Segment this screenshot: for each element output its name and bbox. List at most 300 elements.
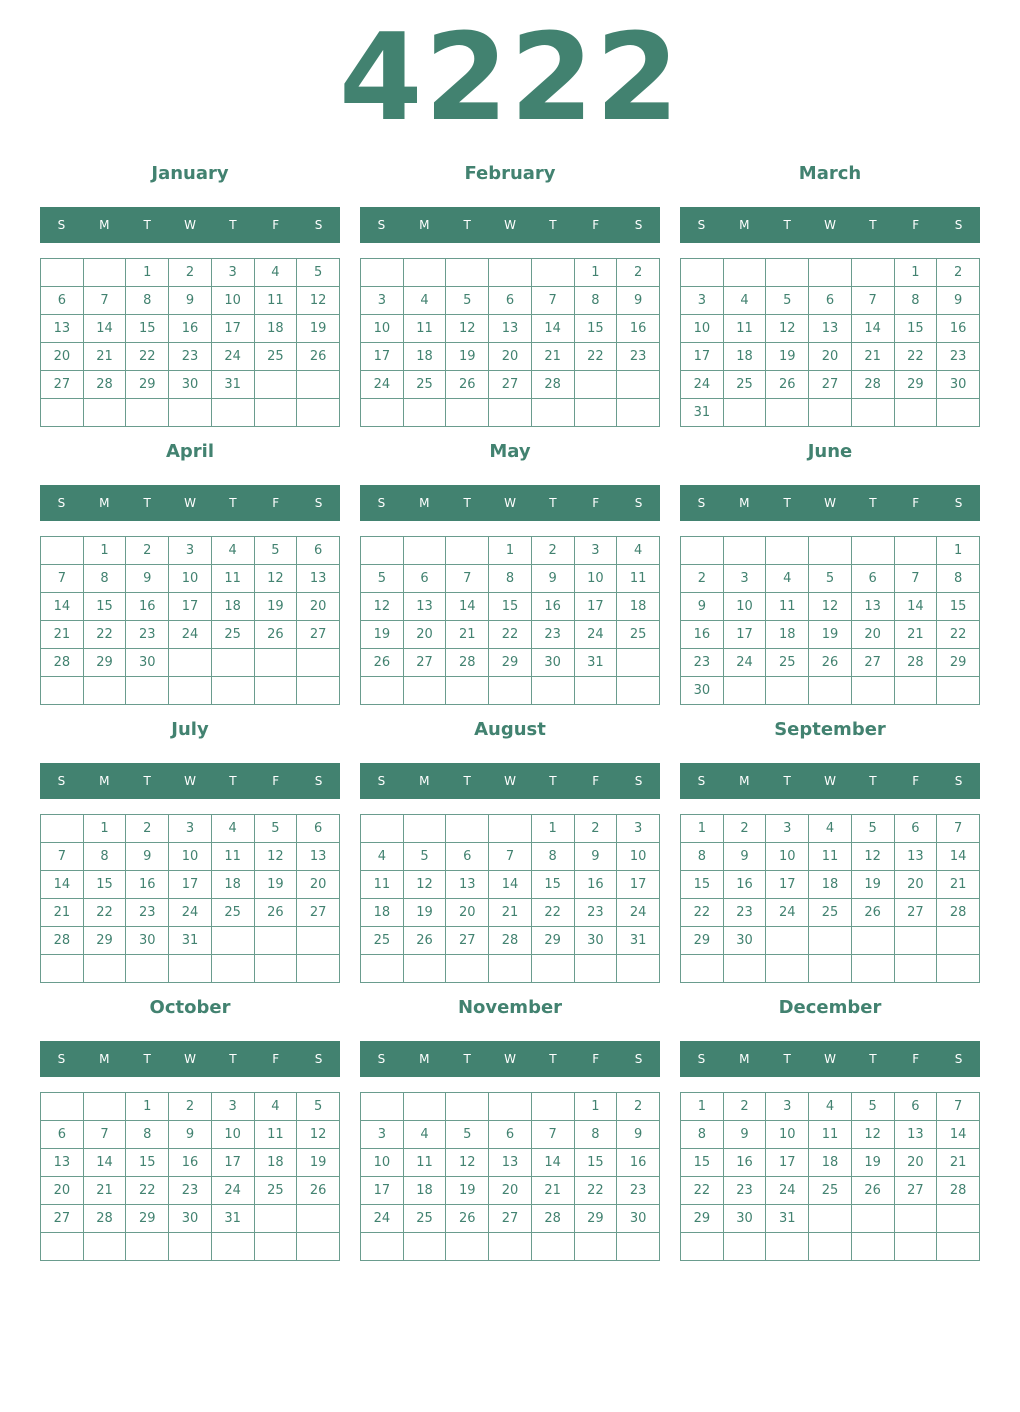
- day-cell: 12: [403, 871, 446, 899]
- weekday-label: T: [143, 496, 151, 510]
- day-cell: 18: [211, 871, 254, 899]
- day-cell: 10: [169, 843, 212, 871]
- day-cell: 30: [574, 927, 617, 955]
- day-cell: 26: [403, 927, 446, 955]
- empty-day-cell: [851, 259, 894, 287]
- weekday-label: F: [912, 1052, 920, 1066]
- day-cell: 5: [254, 537, 297, 565]
- day-cell: 19: [254, 871, 297, 899]
- week-row: [41, 1177, 340, 1205]
- day-cell: 16: [126, 593, 169, 621]
- day-cell: 11: [809, 843, 852, 871]
- weekday-label: S: [314, 218, 323, 232]
- day-cell: 7: [894, 565, 937, 593]
- day-cell: 15: [489, 593, 532, 621]
- month-june: [680, 435, 980, 698]
- day-cell: 19: [809, 621, 852, 649]
- empty-day-cell: [446, 955, 489, 983]
- week-row: [361, 621, 660, 649]
- day-cell: 16: [617, 1149, 660, 1177]
- day-cell: 17: [681, 343, 724, 371]
- day-cell: 21: [851, 343, 894, 371]
- day-cell: 2: [169, 1093, 212, 1121]
- day-cell: 12: [851, 843, 894, 871]
- weekday-label: M: [419, 218, 430, 232]
- empty-day-cell: [617, 1233, 660, 1261]
- weekday-label: S: [57, 774, 66, 788]
- day-cell: 24: [681, 371, 724, 399]
- day-cell: 26: [446, 371, 489, 399]
- empty-day-cell: [894, 927, 937, 955]
- day-cell: 24: [211, 343, 254, 371]
- empty-day-cell: [254, 677, 297, 705]
- weekday-label: F: [912, 774, 920, 788]
- weekday-label: S: [697, 496, 706, 510]
- weekday-label: W: [184, 774, 196, 788]
- day-cell: 19: [361, 621, 404, 649]
- day-cell: 13: [297, 843, 340, 871]
- empty-day-cell: [403, 1093, 446, 1121]
- month-name: October: [149, 997, 231, 1018]
- day-cell: 8: [937, 565, 980, 593]
- day-cell: 4: [254, 259, 297, 287]
- empty-day-cell: [126, 677, 169, 705]
- weekday-label: T: [463, 496, 471, 510]
- week-row: [41, 1093, 340, 1121]
- day-cell: 11: [254, 1121, 297, 1149]
- week-row: [681, 537, 980, 565]
- week-row: [41, 1205, 340, 1233]
- week-row: [361, 927, 660, 955]
- week-row: [41, 565, 340, 593]
- day-cell: 25: [766, 649, 809, 677]
- weekday-label: F: [592, 774, 600, 788]
- weekday-label: S: [377, 774, 386, 788]
- month-name: March: [798, 163, 862, 184]
- empty-day-cell: [894, 537, 937, 565]
- week-row: [681, 371, 980, 399]
- empty-day-cell: [489, 677, 532, 705]
- day-cell: 1: [894, 259, 937, 287]
- day-cell: 14: [531, 315, 574, 343]
- week-row: [361, 537, 660, 565]
- day-cell: 26: [446, 1205, 489, 1233]
- day-cell: 9: [681, 593, 724, 621]
- day-cell: 6: [41, 1121, 84, 1149]
- day-cell: 24: [361, 1205, 404, 1233]
- day-cell: 5: [403, 843, 446, 871]
- day-cell: 18: [403, 1177, 446, 1205]
- day-cell: 27: [403, 649, 446, 677]
- day-cell: 16: [126, 871, 169, 899]
- empty-day-cell: [681, 1233, 724, 1261]
- week-row: [41, 955, 340, 983]
- day-cell: 31: [211, 371, 254, 399]
- day-cell: 25: [211, 899, 254, 927]
- empty-day-cell: [531, 1093, 574, 1121]
- empty-day-cell: [41, 677, 84, 705]
- day-cell: 15: [681, 1149, 724, 1177]
- day-cell: 11: [211, 565, 254, 593]
- week-row: [41, 315, 340, 343]
- day-cell: 2: [126, 537, 169, 565]
- empty-day-cell: [851, 399, 894, 427]
- weekday-label: T: [143, 218, 151, 232]
- empty-day-cell: [681, 537, 724, 565]
- day-cell: 18: [617, 593, 660, 621]
- week-row: [681, 843, 980, 871]
- day-cell: 4: [403, 287, 446, 315]
- empty-day-cell: [681, 955, 724, 983]
- month-name: July: [171, 719, 209, 740]
- empty-day-cell: [574, 399, 617, 427]
- weekday-label: W: [504, 774, 516, 788]
- day-cell: 10: [574, 565, 617, 593]
- week-row: [361, 677, 660, 705]
- weekday-header: [40, 1041, 340, 1077]
- day-cell: 9: [126, 565, 169, 593]
- day-cell: 20: [894, 871, 937, 899]
- day-cell: 24: [723, 649, 766, 677]
- weekday-label: F: [592, 496, 600, 510]
- month-october: [40, 991, 340, 1226]
- day-cell: 7: [531, 287, 574, 315]
- day-cell: 18: [766, 621, 809, 649]
- weekday-label: T: [783, 1052, 791, 1066]
- weekday-label: S: [314, 496, 323, 510]
- day-cell: 29: [126, 1205, 169, 1233]
- day-cell: 19: [297, 315, 340, 343]
- weekday-label: W: [824, 218, 836, 232]
- day-cell: 9: [723, 1121, 766, 1149]
- week-row: [681, 1149, 980, 1177]
- week-row: [681, 927, 980, 955]
- weekday-label: T: [869, 218, 877, 232]
- weekday-header: [40, 485, 340, 521]
- week-row: [41, 1233, 340, 1261]
- day-cell: 20: [489, 1177, 532, 1205]
- day-cell: 6: [489, 287, 532, 315]
- week-row: [41, 343, 340, 371]
- week-row: [41, 927, 340, 955]
- day-cell: 31: [574, 649, 617, 677]
- day-cell: 25: [254, 343, 297, 371]
- empty-day-cell: [211, 955, 254, 983]
- weekday-label: S: [697, 774, 706, 788]
- day-cell: 9: [937, 287, 980, 315]
- day-cell: 6: [446, 843, 489, 871]
- day-cell: 23: [574, 899, 617, 927]
- day-cell: 16: [723, 871, 766, 899]
- day-cell: 27: [297, 621, 340, 649]
- day-cell: 29: [489, 649, 532, 677]
- weekday-label: F: [272, 496, 280, 510]
- day-cell: 4: [809, 815, 852, 843]
- weekday-label: S: [57, 218, 66, 232]
- day-cell: 3: [361, 287, 404, 315]
- day-cell: 11: [809, 1121, 852, 1149]
- day-cell: 4: [403, 1121, 446, 1149]
- day-cell: 20: [851, 621, 894, 649]
- day-cell: 28: [937, 1177, 980, 1205]
- day-cell: 11: [403, 315, 446, 343]
- empty-day-cell: [723, 259, 766, 287]
- empty-day-cell: [766, 259, 809, 287]
- day-cell: 31: [169, 927, 212, 955]
- day-cell: 26: [254, 621, 297, 649]
- empty-day-cell: [169, 649, 212, 677]
- weekday-header: [680, 763, 980, 799]
- empty-day-cell: [211, 1233, 254, 1261]
- day-grid: [40, 258, 340, 427]
- empty-day-cell: [574, 371, 617, 399]
- day-cell: 25: [254, 1177, 297, 1205]
- weekday-label: F: [272, 774, 280, 788]
- day-cell: 22: [681, 1177, 724, 1205]
- day-cell: 19: [446, 1177, 489, 1205]
- day-cell: 15: [83, 871, 126, 899]
- day-cell: 28: [446, 649, 489, 677]
- day-cell: 11: [766, 593, 809, 621]
- day-cell: 22: [489, 621, 532, 649]
- empty-day-cell: [851, 1233, 894, 1261]
- day-cell: 14: [851, 315, 894, 343]
- day-cell: 3: [169, 537, 212, 565]
- day-cell: 9: [617, 1121, 660, 1149]
- week-row: [681, 343, 980, 371]
- empty-day-cell: [83, 259, 126, 287]
- day-cell: 13: [297, 565, 340, 593]
- day-cell: 23: [681, 649, 724, 677]
- day-cell: 5: [297, 1093, 340, 1121]
- empty-day-cell: [169, 399, 212, 427]
- day-cell: 1: [83, 815, 126, 843]
- day-cell: 17: [211, 315, 254, 343]
- day-cell: 23: [617, 343, 660, 371]
- day-cell: 4: [766, 565, 809, 593]
- day-cell: 29: [126, 371, 169, 399]
- day-cell: 7: [937, 1093, 980, 1121]
- empty-day-cell: [297, 677, 340, 705]
- day-cell: 20: [297, 871, 340, 899]
- weekday-label: S: [697, 218, 706, 232]
- empty-day-cell: [531, 1233, 574, 1261]
- empty-day-cell: [617, 677, 660, 705]
- day-cell: 15: [574, 315, 617, 343]
- day-cell: 16: [169, 315, 212, 343]
- day-cell: 28: [531, 1205, 574, 1233]
- day-cell: 11: [361, 871, 404, 899]
- month-name: April: [165, 441, 215, 462]
- month-name: August: [474, 719, 546, 740]
- weekday-label: S: [377, 496, 386, 510]
- day-cell: 31: [211, 1205, 254, 1233]
- empty-day-cell: [446, 259, 489, 287]
- week-row: [681, 871, 980, 899]
- weekday-label: T: [229, 1052, 237, 1066]
- week-row: [681, 399, 980, 427]
- day-cell: 10: [617, 843, 660, 871]
- empty-day-cell: [403, 259, 446, 287]
- empty-day-cell: [254, 1233, 297, 1261]
- week-row: [361, 1233, 660, 1261]
- empty-day-cell: [446, 399, 489, 427]
- day-cell: 5: [446, 287, 489, 315]
- day-grid: [360, 1092, 660, 1261]
- day-cell: 10: [361, 1149, 404, 1177]
- empty-day-cell: [83, 955, 126, 983]
- empty-day-cell: [446, 1233, 489, 1261]
- day-cell: 25: [211, 621, 254, 649]
- day-cell: 23: [723, 899, 766, 927]
- day-cell: 11: [617, 565, 660, 593]
- empty-day-cell: [766, 927, 809, 955]
- day-cell: 14: [489, 871, 532, 899]
- day-cell: 29: [83, 649, 126, 677]
- day-cell: 29: [83, 927, 126, 955]
- day-cell: 20: [403, 621, 446, 649]
- empty-day-cell: [809, 955, 852, 983]
- weekday-header: [360, 485, 660, 521]
- weekday-label: T: [143, 774, 151, 788]
- weekday-header: [680, 1041, 980, 1077]
- empty-day-cell: [617, 399, 660, 427]
- weekday-label: S: [314, 1052, 323, 1066]
- day-cell: 27: [489, 1205, 532, 1233]
- day-cell: 10: [169, 565, 212, 593]
- day-cell: 19: [851, 871, 894, 899]
- weekday-header: [40, 207, 340, 243]
- day-cell: 15: [681, 871, 724, 899]
- week-row: [41, 815, 340, 843]
- day-cell: 19: [446, 343, 489, 371]
- day-cell: 21: [531, 343, 574, 371]
- day-cell: 3: [681, 287, 724, 315]
- day-cell: 14: [83, 315, 126, 343]
- day-cell: 25: [809, 1177, 852, 1205]
- day-cell: 2: [723, 1093, 766, 1121]
- day-cell: 6: [297, 537, 340, 565]
- day-cell: 17: [723, 621, 766, 649]
- day-cell: 17: [169, 871, 212, 899]
- day-cell: 6: [403, 565, 446, 593]
- day-cell: 18: [809, 871, 852, 899]
- empty-day-cell: [41, 1233, 84, 1261]
- day-cell: 13: [894, 843, 937, 871]
- day-cell: 6: [894, 815, 937, 843]
- month-september: [680, 713, 980, 948]
- day-cell: 18: [403, 343, 446, 371]
- day-cell: 12: [297, 287, 340, 315]
- week-row: [41, 537, 340, 565]
- empty-day-cell: [809, 677, 852, 705]
- day-cell: 10: [681, 315, 724, 343]
- weekday-label: M: [419, 774, 430, 788]
- day-cell: 2: [169, 259, 212, 287]
- week-row: [41, 259, 340, 287]
- day-cell: 2: [681, 565, 724, 593]
- weekday-label: M: [419, 496, 430, 510]
- day-cell: 22: [937, 621, 980, 649]
- day-cell: 9: [126, 843, 169, 871]
- day-cell: 8: [681, 1121, 724, 1149]
- day-cell: 29: [681, 1205, 724, 1233]
- empty-day-cell: [809, 259, 852, 287]
- day-cell: 9: [531, 565, 574, 593]
- empty-day-cell: [83, 399, 126, 427]
- empty-day-cell: [723, 677, 766, 705]
- day-cell: 5: [851, 1093, 894, 1121]
- day-cell: 12: [446, 1149, 489, 1177]
- month-may: [360, 435, 660, 670]
- day-cell: 7: [41, 843, 84, 871]
- empty-day-cell: [297, 1233, 340, 1261]
- day-cell: 16: [723, 1149, 766, 1177]
- day-cell: 4: [809, 1093, 852, 1121]
- day-cell: 28: [41, 649, 84, 677]
- day-cell: 4: [361, 843, 404, 871]
- empty-day-cell: [126, 955, 169, 983]
- empty-day-cell: [766, 677, 809, 705]
- weekday-label: T: [869, 1052, 877, 1066]
- empty-day-cell: [531, 677, 574, 705]
- day-cell: 30: [169, 1205, 212, 1233]
- day-cell: 26: [297, 1177, 340, 1205]
- day-cell: 2: [126, 815, 169, 843]
- month-name: September: [774, 719, 886, 740]
- day-cell: 12: [297, 1121, 340, 1149]
- day-cell: 16: [617, 315, 660, 343]
- empty-day-cell: [809, 1205, 852, 1233]
- day-cell: 22: [83, 899, 126, 927]
- empty-day-cell: [254, 649, 297, 677]
- day-cell: 30: [723, 1205, 766, 1233]
- day-cell: 18: [254, 315, 297, 343]
- empty-day-cell: [766, 399, 809, 427]
- day-cell: 22: [681, 899, 724, 927]
- month-november: [360, 991, 660, 1226]
- day-grid: [40, 1092, 340, 1261]
- week-row: [361, 1093, 660, 1121]
- day-cell: 16: [169, 1149, 212, 1177]
- empty-day-cell: [297, 1205, 340, 1233]
- day-cell: 24: [766, 899, 809, 927]
- day-cell: 7: [41, 565, 84, 593]
- week-row: [681, 287, 980, 315]
- day-cell: 15: [574, 1149, 617, 1177]
- weekday-label: M: [739, 774, 750, 788]
- day-cell: 14: [937, 1121, 980, 1149]
- day-cell: 21: [937, 871, 980, 899]
- empty-day-cell: [41, 399, 84, 427]
- day-cell: 1: [574, 1093, 617, 1121]
- day-cell: 8: [574, 287, 617, 315]
- day-cell: 19: [851, 1149, 894, 1177]
- weekday-label: W: [184, 218, 196, 232]
- day-cell: 13: [41, 1149, 84, 1177]
- day-cell: 15: [937, 593, 980, 621]
- day-cell: 29: [937, 649, 980, 677]
- day-cell: 19: [766, 343, 809, 371]
- day-cell: 28: [83, 1205, 126, 1233]
- day-cell: 1: [126, 259, 169, 287]
- day-cell: 3: [723, 565, 766, 593]
- day-cell: 1: [681, 815, 724, 843]
- day-cell: 21: [894, 621, 937, 649]
- weekday-label: T: [463, 1052, 471, 1066]
- week-row: [361, 649, 660, 677]
- day-cell: 22: [126, 1177, 169, 1205]
